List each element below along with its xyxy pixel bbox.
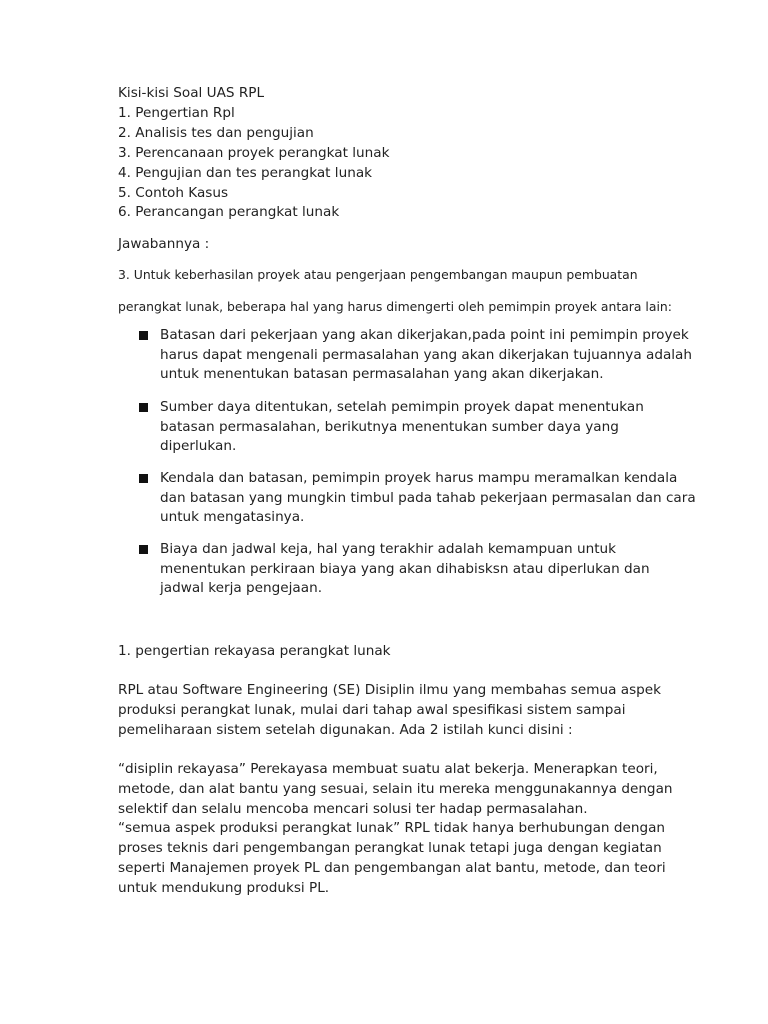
square-bullet-icon [139,474,148,483]
bullet-line: dan batasan yang mungkin timbul pada tahab pekerjaan permasalan dan cara [160,489,696,506]
outline-item: 4. Pengujian dan tes perangkat lunak [118,164,373,181]
bullet-line: Sumber daya ditentukan, setelah pemimpin proyek dapat menentukan [160,399,644,415]
paragraph-line: proses teknis dari pengembangan perangkat lunak tetapi juga dengan kegiatan [118,839,662,856]
outline-item: 5. Contoh Kasus [118,184,229,201]
paragraph-line: metode, dan alat bantu yang sesuai, selain itu mereka menggunakannya dengan [118,780,673,797]
square-bullet-icon [139,403,148,412]
bullet-line: harus dapat mengenali permasalahan yang akan dikerjakan tujuannya adalah [160,346,693,363]
bullet-line: diperlukan. [160,438,237,455]
paragraph-semua-aspek [118,819,678,899]
outline-item: 2. Analisis tes dan pengujian [118,124,314,141]
document-title: Kisi-kisi Soal UAS RPL [118,85,265,101]
bullet-item [160,398,660,457]
paragraph-line: “semua aspek produksi perangkat lunak” RPL tidak hanya berhubungan dengan [118,820,666,836]
bullet-line: Kendala dan batasan, pemimpin proyek harus mampu meramalkan kendala [160,470,678,486]
answer-heading: Jawabannya : [118,236,210,252]
bullet-line: jadwal kerja pengejaan. [160,580,323,597]
paragraph-line: selektif dan selalu mencoba mencari solusi ter hadap permasalahan. [118,800,588,817]
bullet-item [160,326,693,385]
bullet-item [160,469,696,528]
paragraph-line: “disiplin rekayasa” Perekayasa membuat suatu alat bekerja. Menerapkan teori, [118,761,658,777]
bullet-line: Batasan dari pekerjaan yang akan dikerjakan,pada point ini pemimpin proyek [160,327,689,343]
outline-list [118,84,678,223]
bullet-line: batasan permasalahan, berikutnya menentukan sumber daya yang [160,418,619,435]
point3-line1: 3. Untuk keberhasilan proyek atau pengerjaan pengembangan maupun pembuatan [118,267,638,282]
bullet-line: menentukan perkiraan biaya yang akan dihabisksn atau diperlukan dan [160,560,650,577]
paragraph-line: RPL atau Software Engineering (SE) Disiplin ilmu yang membahas semua aspek [118,682,662,698]
square-bullet-icon [139,545,148,554]
paragraph-disiplin-rekayasa [118,760,678,820]
paragraph-line: produksi perangkat lunak, mulai dari tahap awal spesifikasi sistem sampai [118,701,626,718]
paragraph-line: seperti Manajemen proyek PL dan pengembangan alat bantu, metode, dan teori [118,859,666,876]
outline-item: 3. Perencanaan proyek perangkat lunak [118,144,390,161]
bullet-line: untuk menentukan batasan permasalahan yang akan dikerjakan. [160,366,604,383]
bullet-line: untuk mengatasinya. [160,509,305,526]
paragraph-line: untuk mendukung produksi PL. [118,879,330,896]
section1-heading: 1. pengertian rekayasa perangkat lunak [118,643,391,659]
paragraph-line: pemeliharaan sistem setelah digunakan. Ada 2 istilah kunci disini : [118,721,573,738]
paragraph-rpl-definition [118,681,678,741]
bullet-item [160,540,660,599]
bullet-line: Biaya dan jadwal keja, hal yang terakhir adalah kemampuan untuk [160,541,617,557]
point3-line2: perangkat lunak, beberapa hal yang harus dimengerti oleh pemimpin proyek antara lain: [118,299,672,314]
outline-item: 6. Perancangan perangkat lunak [118,204,340,221]
outline-item: 1. Pengertian Rpl [118,104,235,121]
square-bullet-icon [139,331,148,340]
